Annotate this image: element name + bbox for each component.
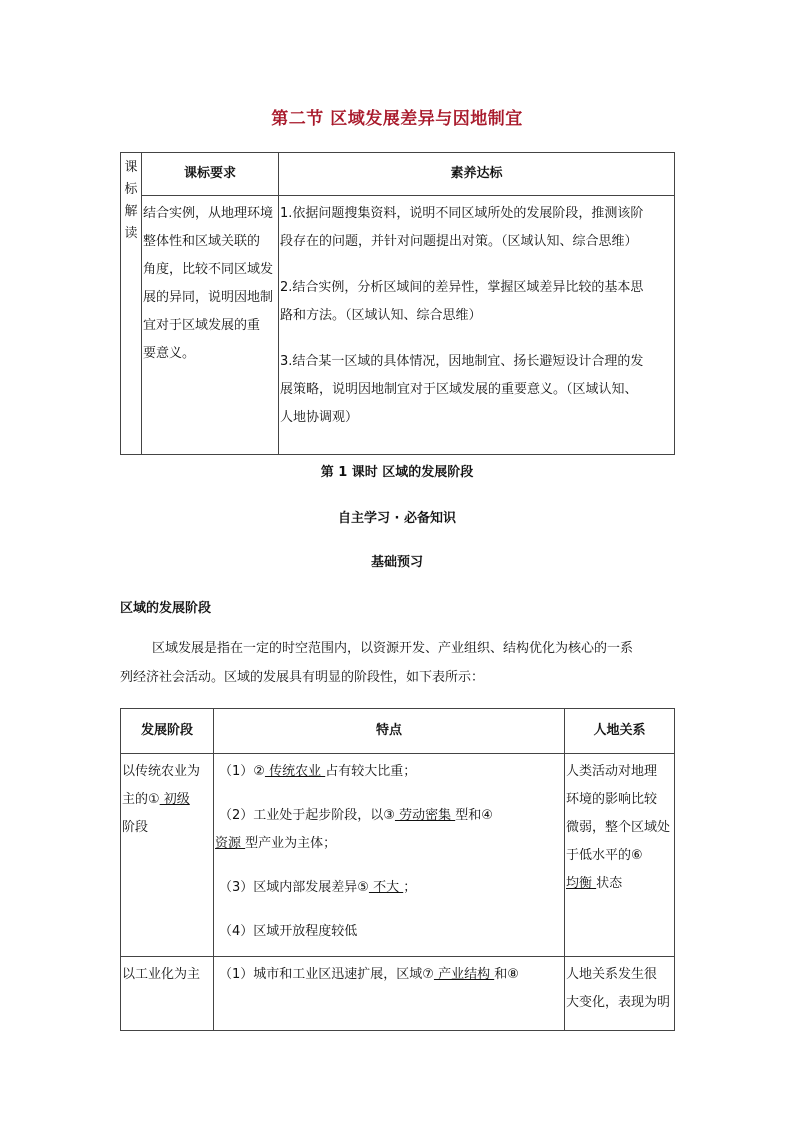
goal-line: 段存在的问题，并针对问题提出对策。（区域认知、综合思维） bbox=[280, 234, 638, 249]
goal-1 bbox=[280, 200, 673, 256]
goal-2 bbox=[280, 274, 673, 330]
relation-line: 人类活动对地理 bbox=[566, 764, 658, 779]
feature-2: （2）工业处于起步阶段，以③ 劳动密集 型和④ bbox=[219, 808, 493, 823]
feature-3: （3）区域内部发展差异⑤ 不大 ； bbox=[219, 880, 417, 895]
side-label-char: 解 bbox=[124, 204, 138, 219]
col-header-relation: 人地关系 bbox=[565, 709, 675, 754]
topic-heading: 区域的发展阶段 bbox=[120, 601, 212, 616]
stage-line: 以传统农业为 bbox=[122, 764, 201, 779]
answer-blank: 劳动密集 bbox=[394, 808, 456, 823]
relation-line: 均衡 状态 bbox=[566, 876, 623, 891]
goal-line: 路和方法。（区域认知、综合思维） bbox=[280, 308, 482, 323]
relation-cell bbox=[565, 754, 675, 957]
feature-1: （1）城市和工业区迅速扩展，区域⑦ 产业结构 和⑧ bbox=[219, 967, 519, 982]
stage-cell bbox=[121, 754, 214, 957]
answer-blank: 产业结构 bbox=[433, 967, 495, 982]
intro-paragraph bbox=[120, 634, 680, 692]
col-header-features: 特点 bbox=[214, 709, 565, 754]
features-cell bbox=[214, 957, 565, 1031]
requirement-line: 展的异同，说明因地制 bbox=[143, 290, 274, 305]
goal-line: 1.依据问题搜集资料，说明不同区域所处的发展阶段，推测该阶 bbox=[280, 206, 644, 221]
answer-blank: 传统农业 bbox=[264, 764, 326, 779]
goal-line: 人地协调观） bbox=[280, 410, 359, 425]
requirement-line: 结合实例，从地理环境 bbox=[143, 206, 274, 221]
col-header-goals: 素养达标 bbox=[279, 153, 675, 196]
requirement-line: 宜对于区域发展的重 bbox=[143, 318, 261, 333]
answer-blank: 均衡 bbox=[566, 876, 597, 891]
feature-2-cont: 资源 型产业为主体； bbox=[215, 836, 337, 851]
features-cell bbox=[214, 754, 565, 957]
feature-4: （4）区域开放程度较低 bbox=[219, 924, 358, 939]
section-title: 自主学习 · 必备知识 bbox=[338, 511, 456, 526]
relation-line: 于低水平的⑥ bbox=[566, 848, 643, 863]
goal-line: 2.结合实例，分析区域间的差异性，掌握区域差异比较的基本思 bbox=[280, 280, 644, 295]
side-label-char: 读 bbox=[124, 226, 138, 241]
feature-1: （1）② 传统农业 占有较大比重； bbox=[219, 764, 417, 779]
requirement-line: 整体性和区域关联的 bbox=[143, 234, 261, 249]
relation-line: 人地关系发生很 bbox=[566, 967, 658, 982]
lesson-title: 第 1 课时 区域的发展阶段 bbox=[320, 465, 474, 480]
page-title: 第二节 区域发展差异与因地制宜 bbox=[271, 109, 523, 129]
stage-cell: 以工业化为主 bbox=[121, 957, 214, 1031]
relation-cell bbox=[565, 957, 675, 1031]
answer-blank: 初级 bbox=[159, 792, 190, 807]
stage-line: 阶段 bbox=[122, 820, 149, 835]
goal-3 bbox=[280, 348, 673, 432]
goals-cell bbox=[279, 196, 675, 455]
relation-line: 大变化，表现为明 bbox=[566, 995, 671, 1010]
col-header-requirements: 课标要求 bbox=[142, 153, 279, 196]
side-label-char: 标 bbox=[124, 182, 138, 197]
stage-line: 主的① 初级 bbox=[122, 792, 190, 807]
standards-table bbox=[120, 152, 675, 455]
answer-blank: 资源 bbox=[215, 836, 246, 851]
relation-line: 微弱，整个区域处 bbox=[566, 820, 671, 835]
intro-line: 列经济社会活动。区域的发展具有明显的阶段性，如下表所示： bbox=[120, 670, 485, 685]
side-label-char: 课 bbox=[124, 160, 138, 175]
requirement-line: 要意义。 bbox=[143, 346, 196, 361]
col-header-stage: 发展阶段 bbox=[121, 709, 214, 754]
intro-line: 区域发展是指在一定的时空范围内，以资源开发、产业组织、结构优化为核心的一系 bbox=[152, 641, 634, 656]
side-label bbox=[121, 153, 142, 455]
relation-line: 环境的影响比较 bbox=[566, 792, 658, 807]
requirement-line: 角度，比较不同区域发 bbox=[143, 262, 274, 277]
subsection-title: 基础预习 bbox=[370, 555, 423, 570]
requirement-cell bbox=[142, 196, 279, 455]
goal-line: 3.结合某一区域的具体情况，因地制宜、扬长避短设计合理的发 bbox=[280, 354, 644, 369]
answer-blank: 不大 bbox=[368, 880, 404, 895]
stage-table bbox=[120, 708, 675, 1031]
goal-line: 展策略，说明因地制宜对于区域发展的重要意义。（区域认知、 bbox=[280, 382, 638, 397]
